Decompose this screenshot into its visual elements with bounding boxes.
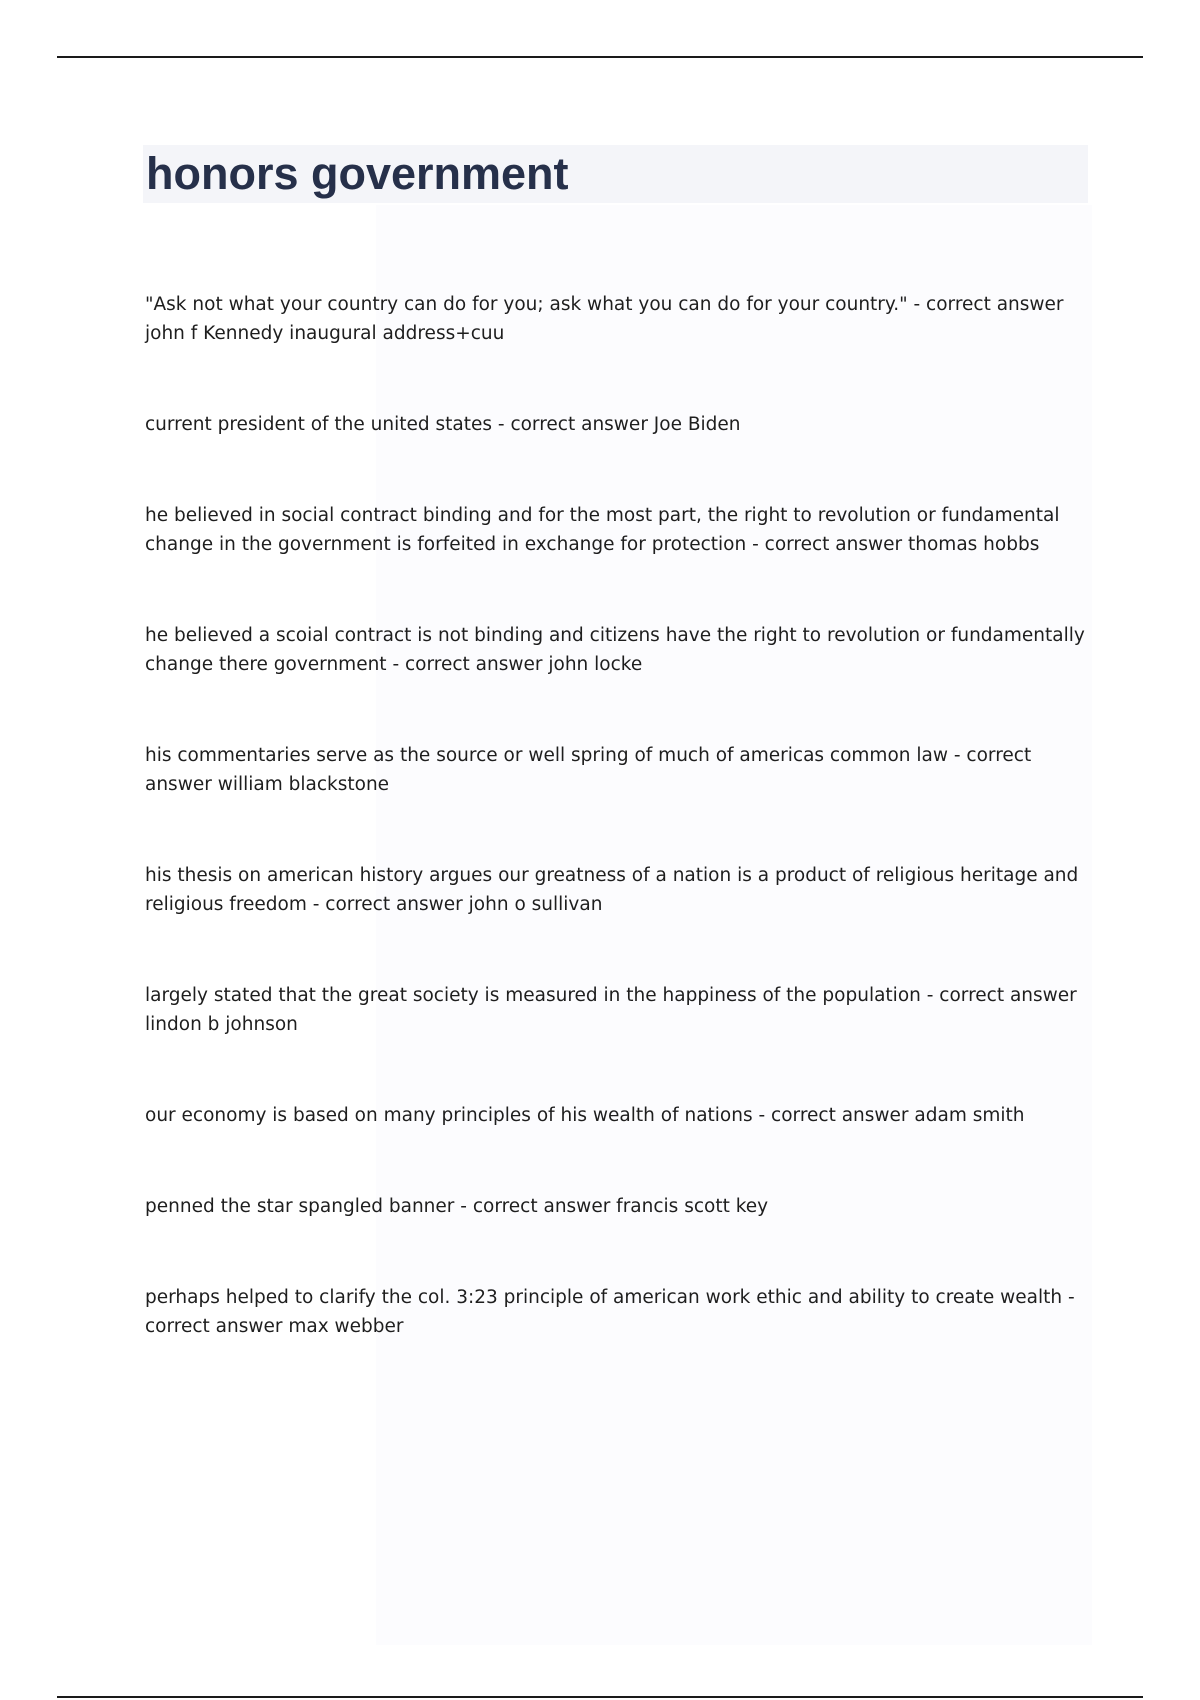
qa-item: his thesis on american history argues our greatness of a nation is a product of religious heritage and religious freedom - correct answer john o sullivan: [145, 865, 1079, 915]
qa-item: our economy is based on many principles of his wealth of nations - correct answer adam smith: [145, 1105, 1025, 1126]
qa-item: he believed in social contract binding and for the most part, the right to revolution or fundamental change in the government is forfeited in exchange for protection - correct answer thomas hobbs: [145, 505, 1060, 555]
qa-item: current president of the united states - correct answer Joe Biden: [145, 414, 741, 435]
qa-list: [145, 290, 1090, 1403]
top-rule: [57, 56, 1143, 58]
document-title: honors government: [146, 148, 569, 199]
qa-item: penned the star spangled banner - correct answer francis scott key: [145, 1196, 769, 1217]
qa-item: "Ask not what your country can do for you; ask what you can do for your country." - correct answer john f Kennedy inaugural address+cuu: [145, 294, 1064, 344]
qa-item: he believed a scoial contract is not binding and citizens have the right to revolution or fundamentally change there government - correct answer john locke: [145, 625, 1085, 675]
qa-item: largely stated that the great society is measured in the happiness of the population - correct answer lindon b johnson: [145, 985, 1077, 1035]
qa-item: perhaps helped to clarify the col. 3:23 principle of american work ethic and ability to create wealth - correct answer max webber: [145, 1287, 1075, 1337]
qa-item: his commentaries serve as the source or well spring of much of americas common law - correct answer william blackstone: [145, 745, 1032, 795]
bottom-rule: [57, 1696, 1143, 1698]
